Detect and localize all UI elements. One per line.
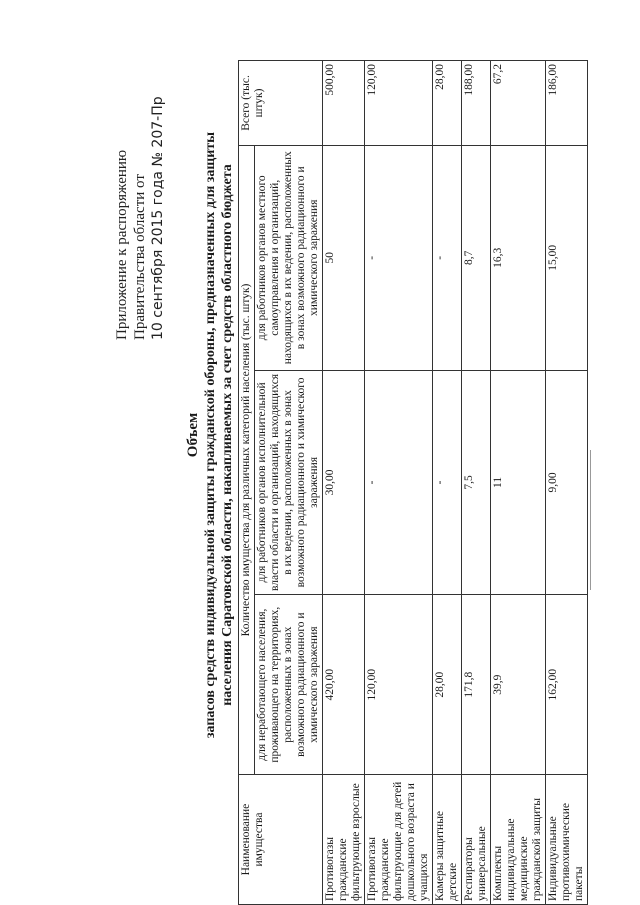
title-line-3: населения Саратовской области, накапливаемых за счет средств областного бюджета: [220, 164, 235, 706]
row-c2: 9,00: [546, 370, 588, 595]
table-row: [462, 61, 491, 905]
row-name: Комплекты индивидуальные медицинские гражданской защиты: [491, 775, 546, 905]
row-c1: 120,00: [365, 595, 433, 775]
row-total: 500,00: [323, 61, 365, 146]
row-c1: 420,00: [323, 595, 365, 775]
row-name: Респираторы универсальные: [462, 775, 491, 905]
row-c3: 15,00: [546, 145, 588, 370]
row-c2: 11: [491, 370, 546, 595]
header-group: Количество имущества для различных категорий населения (тыс. штук): [239, 145, 255, 774]
row-total: 28,00: [433, 61, 462, 146]
row-name: Камеры защитные детские: [433, 775, 462, 905]
row-c2: 30,00: [323, 370, 365, 595]
annex-line-1: Приложение к распоряжению: [114, 149, 130, 340]
table-header-row-1: [239, 61, 255, 905]
header-name: Наименование имущества: [239, 775, 323, 905]
row-total: 186,00: [546, 61, 588, 146]
table-row: [546, 61, 588, 905]
row-c1: 28,00: [433, 595, 462, 775]
annex-line-3: 10 сентября 2015 года № 207-Пр: [150, 96, 166, 340]
document-title: [185, 85, 236, 785]
header-total: Всего (тыс. штук): [239, 61, 323, 146]
title-line-2: запасов средств индивидуальной защиты гражданской обороны, предназначенных для защиты: [203, 131, 218, 739]
header-col-3: для работников органов местного самоуправления и организаций, находящихся в их ведении, расположенных в зонах возможного радиационного и химического заражения: [255, 145, 323, 370]
row-c1: 171,8: [462, 595, 491, 775]
annex-line-2: Правительства области от: [132, 174, 148, 340]
row-c3: 16,3: [491, 145, 546, 370]
table-row: [365, 61, 433, 905]
footer-rule: [590, 450, 591, 590]
row-name: Индивидуальные противохимические пакеты: [546, 775, 588, 905]
row-c3: -: [365, 145, 433, 370]
supplies-table: [238, 60, 588, 905]
row-c3: 50: [323, 145, 365, 370]
title-line-1: Объем: [185, 412, 201, 458]
row-c2: -: [433, 370, 462, 595]
header-col-2: для работников органов исполнительной власти области и организаций, находящихся в их ведении, расположенных в зонах возможного радиационного и химического заражения: [255, 370, 323, 595]
row-total: 120,00: [365, 61, 433, 146]
annex-note: [113, 20, 167, 340]
row-total: 188,00: [462, 61, 491, 146]
table-row: [433, 61, 462, 905]
table-row: [491, 61, 546, 905]
row-total: 67,2: [491, 61, 546, 146]
row-name: Противогазы гражданские фильтрующие взрослые: [323, 775, 365, 905]
row-c1: 39,9: [491, 595, 546, 775]
row-name: Противогазы гражданские фильтрующие для детей дошкольного возраста и учащихся: [365, 775, 433, 905]
header-col-1: для неработающего населения, проживающего на территориях, расположенных в зонах возможного радиационного и химического заражения: [255, 595, 323, 775]
row-c3: 8,7: [462, 145, 491, 370]
row-c2: 7,5: [462, 370, 491, 595]
row-c1: 162,00: [546, 595, 588, 775]
row-c3: -: [433, 145, 462, 370]
row-c2: -: [365, 370, 433, 595]
table-row: [323, 61, 365, 905]
